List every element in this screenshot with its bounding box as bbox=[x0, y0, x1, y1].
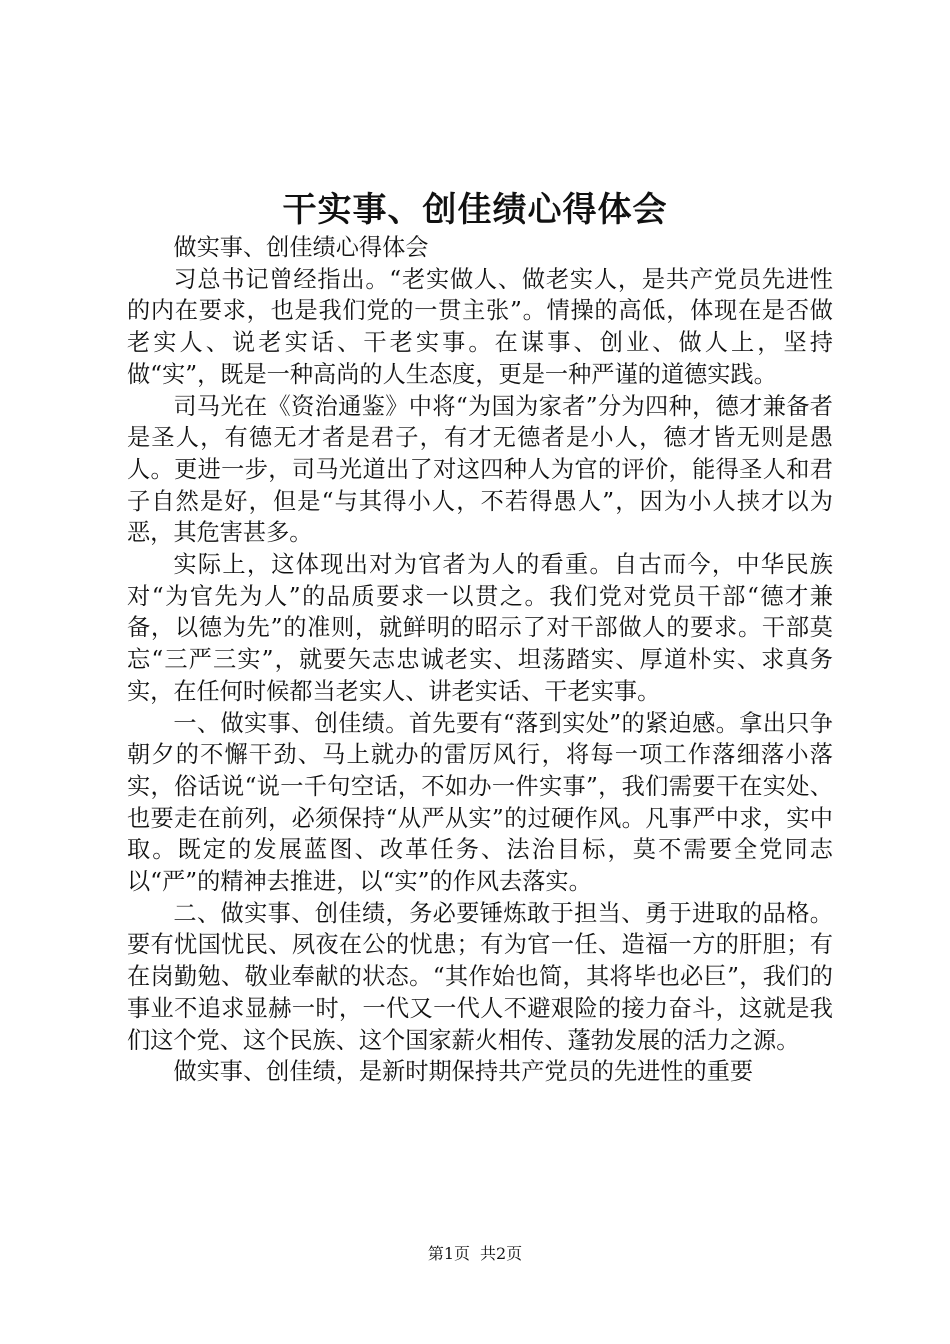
paragraph: 实际上，这体现出对为官者为人的看重。自古而今，中华民族对“为官先为人”的品质要求一以贯之。我们党对党员干部“德才兼备，以德为先”的准则，就鲜明的昭示了对干部做人的要求。干部莫忘“三严三实”，就要矢志忠诚老实、坦荡踏实、厚道朴实、求真务实，在任何时候都当老实人、讲老实话、干老实事。 bbox=[127, 551, 833, 705]
paragraph: 习总书记曾经指出。“老实做人、做老实人，是共产党员先进性的内在要求，也是我们党的一贯主张”。情操的高低，体现在是否做老实人、说老实话、干老实事。在谋事、创业、做人上，坚持做“实”，既是一种高尚的人生态度，更是一种严谨的道德实践。 bbox=[127, 265, 833, 388]
document-body bbox=[127, 232, 833, 1088]
paragraph: 二、做实事、创佳绩，务必要锤炼敢于担当、勇于进取的品格。要有忧国忧民、夙夜在公的忧患；有为官一任、造福一方的肝胆；有在岗勤勉、敬业奉献的状态。“其作始也简，其将毕也必巨”，我们的事业不追求显赫一时，一代又一代人不避艰险的接力奋斗，这就是我们这个党、这个民族、这个国家薪火相传、蓬勃发展的活力之源。 bbox=[127, 899, 833, 1054]
paragraph: 一、做实事、创佳绩。首先要有“落到实处”的紧迫感。拿出只争朝夕的不懈干劲、马上就办的雷厉风行，将每一项工作落细落小落实，俗话说“说一千句空话，不如办一件实事”，我们需要干在实处、也要走在前列，必须保持“从严从实”的过硬作风。凡事严中求，实中取。既定的发展蓝图、改革任务、法治目标，莫不需要全党同志以“严”的精神去推进，以“实”的作风去落实。 bbox=[127, 709, 833, 896]
paragraph-subtitle: 做实事、创佳绩心得体会 bbox=[173, 234, 429, 261]
page-footer bbox=[0, 1243, 950, 1265]
paragraph: 司马光在《资治通鉴》中将“为国为家者”分为四种，德才兼备者是圣人，有德无才者是君子，有才无德者是小人，德才皆无则是愚人。更进一步，司马光道出了对这四种人为官的评价，能得圣人和君子自然是好，但是“与其得小人，不若得愚人”，因为小人挟才以为恶，其危害甚多。 bbox=[127, 392, 833, 547]
document-title: 干实事、创佳绩心得体会 bbox=[282, 190, 668, 230]
page-number-current: 第1页 bbox=[427, 1244, 470, 1263]
paragraph: 做实事、创佳绩，是新时期保持共产党员的先进性的重要 bbox=[173, 1058, 754, 1086]
page-number-total: 共2页 bbox=[480, 1244, 523, 1263]
